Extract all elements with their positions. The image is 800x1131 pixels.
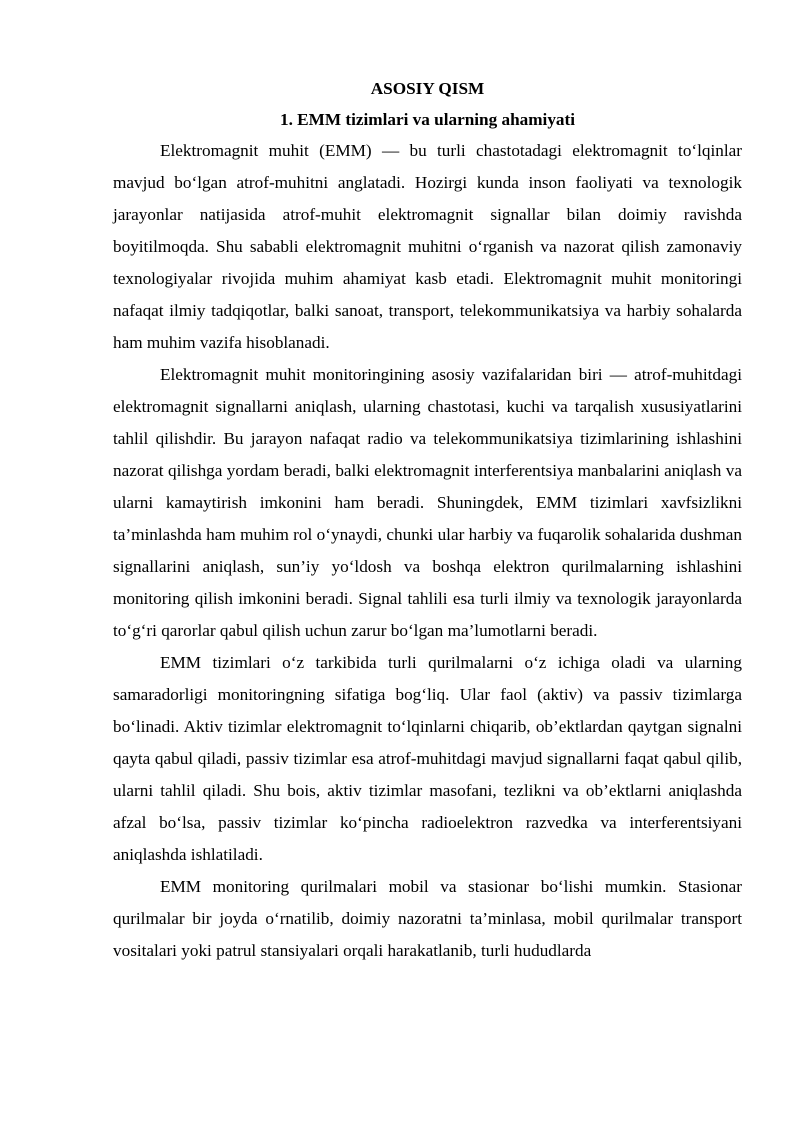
paragraph-3: EMM tizimlari o‘z tarkibida turli qurilmalarni o‘z ichiga oladi va ularning samaradorligi monitoringning sifatiga bog‘liq. Ular faol (aktiv) va passiv tizimlarga bo‘linadi. Aktiv tizimlar elektromagnit to‘lqinlarni chiqarib, ob’ektlardan qaytgan signalni qayta qabul qiladi, passiv tizimlar esa atrof-muhitdagi mavjud signallarni faqat qabul qilib, ularni tahlil qiladi. Shu bois, aktiv tizimlar masofani, tezlikni va ob’ektlarni aniqlashda afzal bo‘lsa, passiv tizimlar ko‘pincha radioelektron razvedka va interferentsiyani aniqlashda ishlatiladi. xyxy=(113,653,742,864)
subsection-title: 1. EMM tizimlari va ularning ahamiyati xyxy=(279,110,576,129)
document-page xyxy=(113,73,742,967)
paragraph-2: Elektromagnit muhit monitoringining asosiy vazifalaridan biri — atrof-muhitdagi elektromagnit signallarni aniqlash, ularning chastotasi, kuchi va tarqalish xususiyatlarini tahlil qilishdir. Bu jarayon nafaqat radio va telekommunikatsiya tizimlarining ishlashini nazorat qilishga yordam beradi, balki elektromagnit interferentsiya manbalarini aniqlash va ularni kamaytirish imkonini ham beradi. Shuningdek, EMM tizimlari xavfsizlikni ta’minlashda ham muhim rol o‘ynaydi, chunki ular harbiy va fuqarolik sohalarida dushman signallarini aniqlash, sun’iy yo‘ldosh va boshqa elektron qurilmalarning ishlashini monitoring qilish imkonini beradi. Signal tahlili esa turli ilmiy va texnologik jarayonlarda to‘g‘ri qarorlar qabul qilish uchun zarur bo‘lgan ma’lumotlarni beradi. xyxy=(113,365,742,640)
paragraph-4: EMM monitoring qurilmalari mobil va stasionar bo‘lishi mumkin. Stasionar qurilmalar bir joyda o‘rnatilib, doimiy nazoratni ta’minlasa, mobil qurilmalar transport vositalari yoki patrul stansiyalari orqali harakatlanib, turli hududlarda xyxy=(113,877,742,960)
paragraph-1: Elektromagnit muhit (EMM) — bu turli chastotadagi elektromagnit to‘lqinlar mavjud bo‘lgan atrof-muhitni anglatadi. Hozirgi kunda inson faoliyati va texnologik jarayonlar natijasida atrof-muhit elektromagnit signallar bilan doimiy ravishda boyitilmoqda. Shu sababli elektromagnit muhitni o‘rganish va nazorat qilish zamonaviy texnologiyalar rivojida muhim ahamiyat kasb etadi. Elektromagnit muhit monitoringi nafaqat ilmiy tadqiqotlar, balki sanoat, transport, telekommunikatsiya va harbiy sohalarda ham muhim vazifa hisoblanadi. xyxy=(113,141,742,352)
section-title: ASOSIY QISM xyxy=(370,79,485,98)
